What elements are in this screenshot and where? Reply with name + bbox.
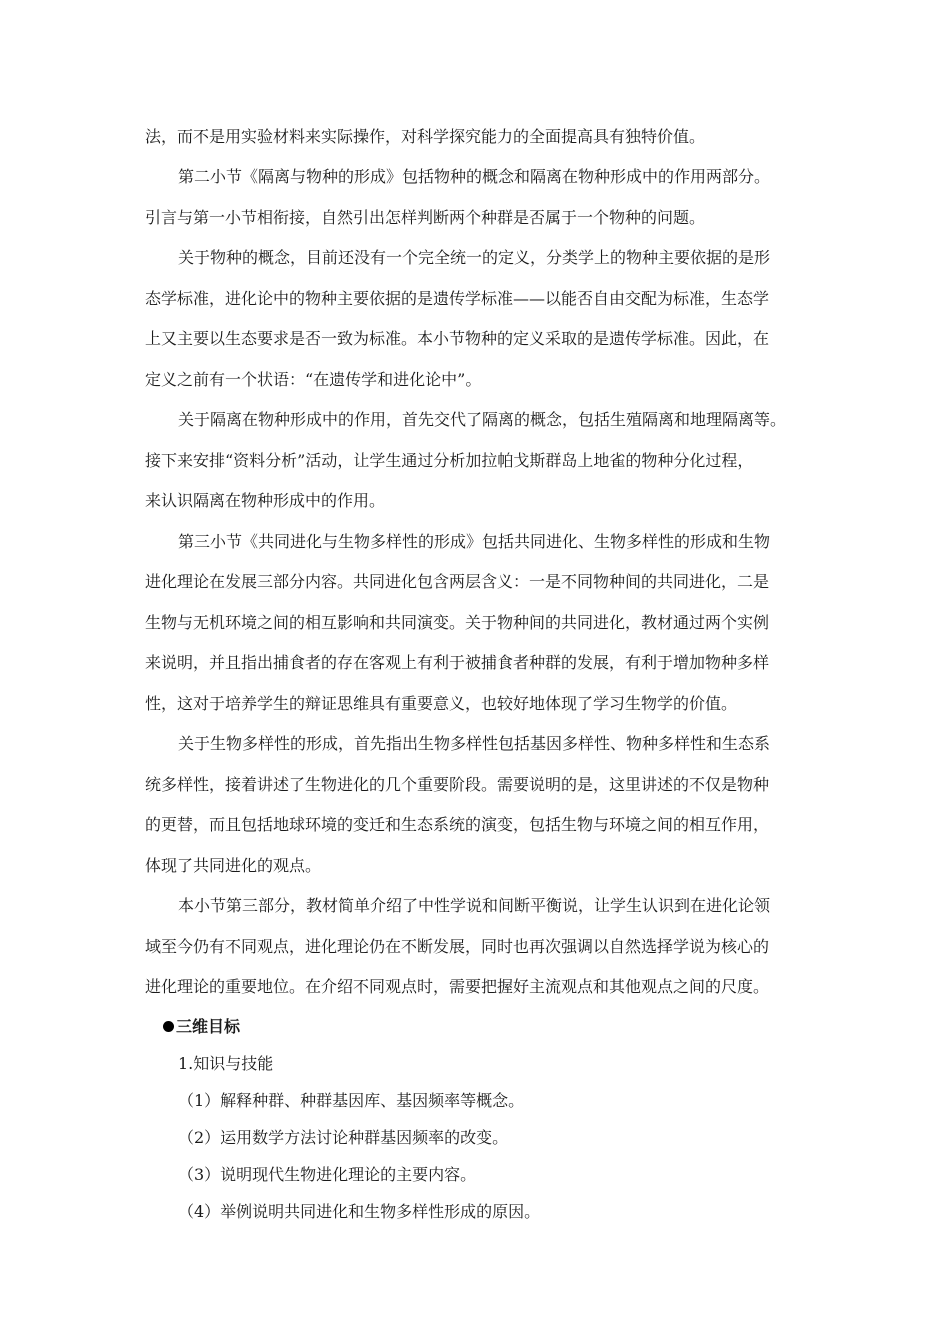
paragraph-line: 域至今仍有不同观点，进化理论仍在不断发展，同时也再次强调以自然选择学说为核心的 bbox=[145, 937, 770, 956]
section-heading-text: 三维目标 bbox=[176, 1017, 241, 1036]
paragraph-line: 关于物种的概念，目前还没有一个完全统一的定义，分类学上的物种主要依据的是形 bbox=[178, 248, 771, 267]
paragraph-line: 统多样性，接着讲述了生物进化的几个重要阶段。需要说明的是，这里讲述的不仅是物种 bbox=[145, 775, 770, 794]
paragraph-line: 接下来安排“资料分析”活动，让学生通过分析加拉帕戈斯群岛上地雀的物种分化过程， bbox=[145, 451, 754, 470]
paragraph-line: 进化理论在发展三部分内容。共同进化包含两层含义：一是不同物种间的共同进化，二是 bbox=[145, 572, 770, 591]
paragraph-line: 第二小节《隔离与物种的形成》包括物种的概念和隔离在物种形成中的作用两部分。 bbox=[178, 167, 771, 186]
paragraph-line: 来说明，并且指出捕食者的存在客观上有利于被捕食者种群的发展，有利于增加物种多样 bbox=[145, 653, 770, 672]
paragraph-line: 态学标准，进化论中的物种主要依据的是遗传学标准——以能否自由交配为标准，生态学 bbox=[145, 289, 770, 308]
list-item: （1）解释种群、种群基因库、基因频率等概念。 bbox=[178, 1091, 525, 1110]
paragraph-line: 引言与第一小节相衔接，自然引出怎样判断两个种群是否属于一个物种的问题。 bbox=[145, 208, 706, 227]
bullet-icon bbox=[163, 1021, 174, 1032]
paragraph-line: 生物与无机环境之间的相互影响和共同演变。关于物种间的共同进化，教材通过两个实例 bbox=[145, 613, 770, 632]
section-heading bbox=[163, 1017, 240, 1037]
paragraph-line: 进化理论的重要地位。在介绍不同观点时，需要把握好主流观点和其他观点之间的尺度。 bbox=[145, 977, 770, 996]
paragraph-line: 关于生物多样性的形成，首先指出生物多样性包括基因多样性、物种多样性和生态系 bbox=[178, 734, 771, 753]
paragraph-line: 法，而不是用实验材料来实际操作，对科学探究能力的全面提高具有独特价值。 bbox=[145, 127, 706, 146]
paragraph-line: 性，这对于培养学生的辩证思维具有重要意义，也较好地体现了学习生物学的价值。 bbox=[145, 694, 738, 713]
paragraph-line: 体现了共同进化的观点。 bbox=[145, 856, 322, 875]
paragraph-line: 上又主要以生态要求是否一致为标准。本小节物种的定义采取的是遗传学标准。因此，在 bbox=[145, 329, 770, 348]
subsection-title: 1.知识与技能 bbox=[178, 1054, 274, 1073]
paragraph-line: 关于隔离在物种形成中的作用，首先交代了隔离的概念，包括生殖隔离和地理隔离等。 bbox=[178, 410, 787, 429]
paragraph-line: 第三小节《共同进化与生物多样性的形成》包括共同进化、生物多样性的形成和生物 bbox=[178, 532, 771, 551]
paragraph-line: 的更替，而且包括地球环境的变迁和生态系统的演变，包括生物与环境之间的相互作用， bbox=[145, 815, 770, 834]
paragraph-line: 来认识隔离在物种形成中的作用。 bbox=[145, 491, 386, 510]
paragraph-line: 定义之前有一个状语：“在遗传学和进化论中”。 bbox=[145, 370, 482, 389]
paragraph-line: 本小节第三部分，教材简单介绍了中性学说和间断平衡说，让学生认识到在进化论领 bbox=[178, 896, 771, 915]
list-item: （4）举例说明共同进化和生物多样性形成的原因。 bbox=[178, 1202, 541, 1221]
list-item: （3）说明现代生物进化理论的主要内容。 bbox=[178, 1165, 477, 1184]
list-item: （2）运用数学方法讨论种群基因频率的改变。 bbox=[178, 1128, 509, 1147]
